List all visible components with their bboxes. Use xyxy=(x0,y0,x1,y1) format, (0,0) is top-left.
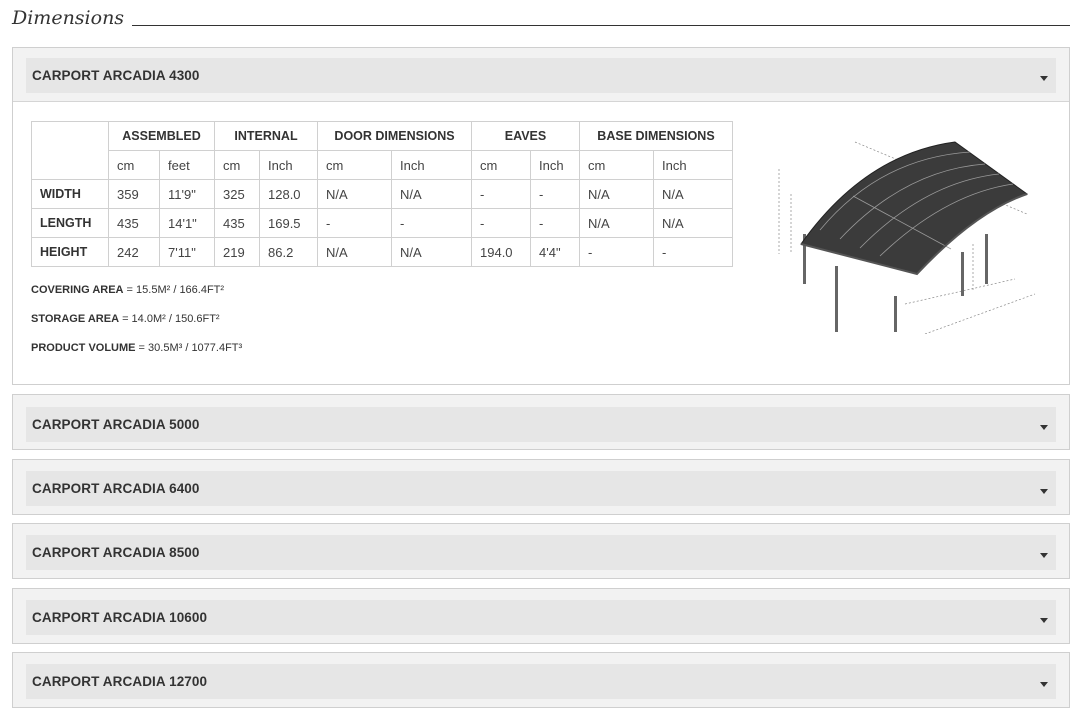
table-corner-cell xyxy=(32,122,109,180)
unit-header: cm xyxy=(318,151,392,180)
accordion-label: CARPORT ARCADIA 8500 xyxy=(32,545,200,560)
unit-header: cm xyxy=(580,151,654,180)
table-cell: N/A xyxy=(318,238,392,267)
section-title: Dimensions xyxy=(12,7,125,29)
row-label-width: WIDTH xyxy=(32,180,109,209)
table-cell: 219 xyxy=(215,238,260,267)
accordion-label: CARPORT ARCADIA 6400 xyxy=(32,481,200,496)
unit-header: Inch xyxy=(531,151,580,180)
accordion-header-10600[interactable] xyxy=(26,600,1056,635)
table-cell: 4'4" xyxy=(531,238,580,267)
table-cell: - xyxy=(654,238,733,267)
accordion-label: CARPORT ARCADIA 10600 xyxy=(32,610,208,625)
carport-diagram xyxy=(765,134,1045,334)
table-cell: N/A xyxy=(392,180,472,209)
unit-header: Inch xyxy=(260,151,318,180)
accordion-label: CARPORT ARCADIA 4300 xyxy=(32,68,200,83)
table-cell: N/A xyxy=(580,209,654,238)
table-cell: N/A xyxy=(580,180,654,209)
table-cell: - xyxy=(472,180,531,209)
row-label-length: LENGTH xyxy=(32,209,109,238)
table-cell: N/A xyxy=(654,209,733,238)
unit-header: feet xyxy=(160,151,215,180)
table-cell: 194.0 xyxy=(472,238,531,267)
metric-storage-area: STORAGE AREA = 14.0M² / 150.6FT² xyxy=(31,313,220,325)
title-divider xyxy=(132,25,1070,26)
metrics-list xyxy=(31,284,242,371)
table-cell: N/A xyxy=(318,180,392,209)
table-cell: 325 xyxy=(215,180,260,209)
accordion-panel-10600 xyxy=(12,588,1070,644)
accordion-header-6400[interactable] xyxy=(26,471,1056,506)
chevron-down-icon xyxy=(1040,553,1048,558)
metric-product-volume: PRODUCT VOLUME = 30.5M³ / 1077.4FT³ xyxy=(31,342,243,354)
table-cell: - xyxy=(392,209,472,238)
table-row xyxy=(32,180,733,209)
unit-header: cm xyxy=(109,151,160,180)
accordion-label: CARPORT ARCADIA 5000 xyxy=(32,417,200,432)
accordion-panel-5000 xyxy=(12,394,1070,450)
table-cell: - xyxy=(531,209,580,238)
table-cell: 169.5 xyxy=(260,209,318,238)
table-cell: N/A xyxy=(392,238,472,267)
group-header-assembled: ASSEMBLED xyxy=(109,122,215,151)
unit-header: cm xyxy=(215,151,260,180)
chevron-down-icon xyxy=(1040,489,1048,494)
group-header-base-dimensions: BASE DIMENSIONS xyxy=(580,122,733,151)
unit-header: cm xyxy=(472,151,531,180)
table-cell: 242 xyxy=(109,238,160,267)
accordion-header-5000[interactable] xyxy=(26,407,1056,442)
table-cell: 11'9" xyxy=(160,180,215,209)
accordion-label: CARPORT ARCADIA 12700 xyxy=(32,674,208,689)
table-cell: - xyxy=(580,238,654,267)
unit-header: Inch xyxy=(654,151,733,180)
dimensions-table xyxy=(31,121,733,267)
group-header-eaves: EAVES xyxy=(472,122,580,151)
row-label-height: HEIGHT xyxy=(32,238,109,267)
table-cell: 86.2 xyxy=(260,238,318,267)
metric-covering-area: COVERING AREA = 15.5M² / 166.4FT² xyxy=(31,284,225,296)
table-row xyxy=(32,209,733,238)
table-cell: 435 xyxy=(109,209,160,238)
accordion-panel-4300 xyxy=(12,47,1070,385)
unit-header: Inch xyxy=(392,151,472,180)
chevron-down-icon xyxy=(1040,618,1048,623)
accordion-panel-6400 xyxy=(12,459,1070,515)
group-header-internal: INTERNAL xyxy=(215,122,318,151)
table-row xyxy=(32,238,733,267)
accordion-header-8500[interactable] xyxy=(26,535,1056,570)
chevron-down-icon xyxy=(1040,682,1048,687)
accordion-panel-8500 xyxy=(12,523,1070,579)
table-cell: 435 xyxy=(215,209,260,238)
table-cell: - xyxy=(318,209,392,238)
table-cell: N/A xyxy=(654,180,733,209)
table-cell: 14'1" xyxy=(160,209,215,238)
accordion-header-4300[interactable] xyxy=(26,58,1056,93)
table-cell: 7'11" xyxy=(160,238,215,267)
accordion-panel-12700 xyxy=(12,652,1070,708)
table-cell: 128.0 xyxy=(260,180,318,209)
section-heading xyxy=(12,6,1070,30)
accordion-header-12700[interactable] xyxy=(26,664,1056,699)
group-header-door-dimensions: DOOR DIMENSIONS xyxy=(318,122,472,151)
chevron-down-icon xyxy=(1040,425,1048,430)
table-cell: - xyxy=(472,209,531,238)
table-cell: 359 xyxy=(109,180,160,209)
table-cell: - xyxy=(531,180,580,209)
chevron-down-icon xyxy=(1040,76,1048,81)
